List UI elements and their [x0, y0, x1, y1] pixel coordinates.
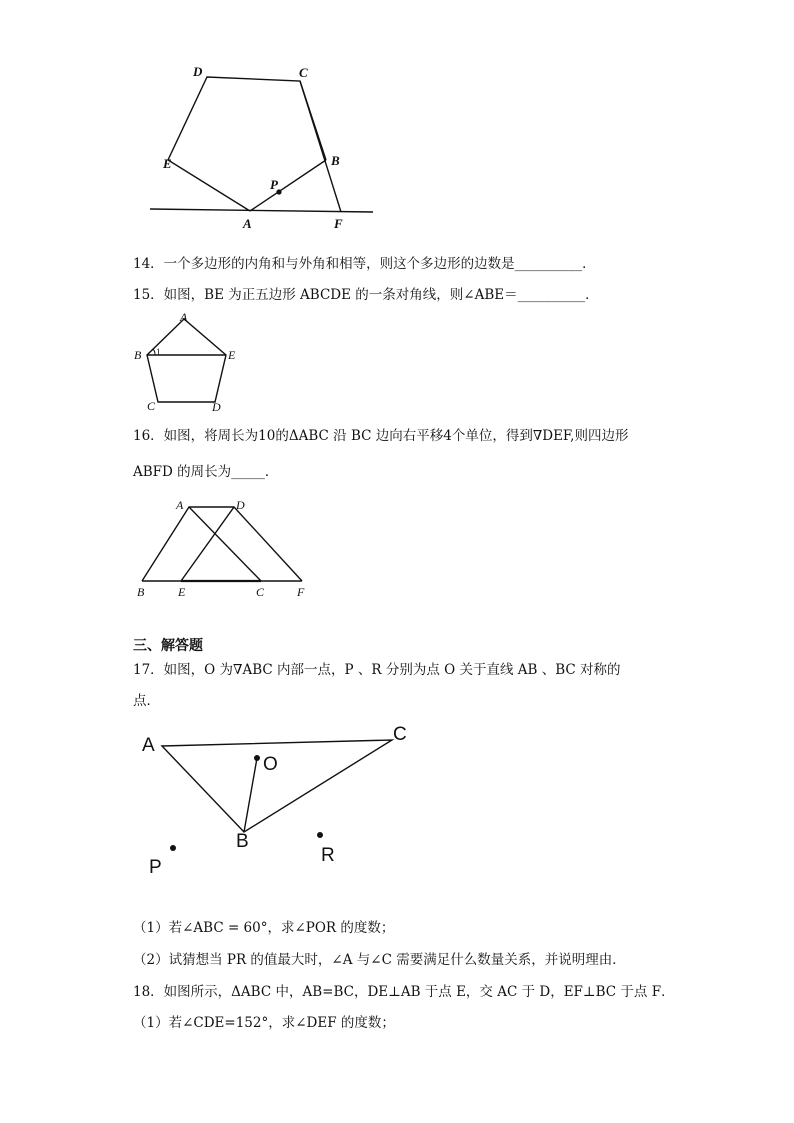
point-r: [317, 832, 323, 838]
label-p: P: [270, 177, 278, 192]
label-a: A: [142, 735, 155, 756]
label-1: 1: [156, 347, 161, 357]
label-d: D: [193, 64, 203, 79]
pentagon-outline: [168, 77, 326, 211]
label-e: E: [228, 348, 236, 362]
segment-ac: [189, 507, 261, 581]
label-d: D: [212, 400, 221, 414]
label-b: B: [137, 585, 145, 599]
label-a: A: [243, 216, 252, 231]
label-a: A: [180, 310, 188, 324]
regular-pentagon: [147, 319, 226, 402]
label-o: O: [263, 754, 278, 775]
figure-17-triangle: [135, 720, 420, 885]
question-17-sub-1: （1）若∠ABC = 60°，求∠POR 的度数；: [133, 920, 395, 936]
label-b: B: [134, 348, 142, 362]
question-17-line-2: 点．: [133, 693, 160, 709]
question-15: 15．如图，BE 为正五边形 ABCDE 的一条对角线，则∠ABE＝__________．: [133, 287, 599, 303]
label-c: C: [299, 65, 308, 80]
question-16-line-1: 16．如图，将周长为10的ΔABC 沿 BC 边向右平移4个单位，得到∇DEF,则四边形: [133, 428, 629, 444]
line-cf: [300, 81, 341, 212]
point-p: [170, 845, 176, 851]
question-17-line-1: 17．如图，O 为∇ABC 内部一点，P 、R 分别为点 O 关于直线 AB 、BC 对称的: [133, 662, 621, 678]
point-o: [254, 755, 260, 761]
label-e: E: [163, 156, 172, 171]
label-b: B: [331, 153, 340, 168]
figure-16-translation: [130, 495, 320, 605]
label-r: R: [321, 845, 335, 866]
label-c: C: [393, 724, 407, 745]
label-c: C: [147, 399, 156, 413]
label-d: D: [236, 498, 245, 512]
label-p: P: [149, 857, 162, 878]
trapezoid-abfd: [142, 507, 302, 581]
segment-de: [181, 507, 234, 581]
question-16-line-2: ABFD 的周长为_____．: [133, 464, 279, 480]
label-c: C: [256, 585, 265, 599]
pentagon-figure: [140, 60, 390, 235]
segment-bo: [244, 758, 257, 832]
question-14: 14．一个多边形的内角和与外角和相等，则这个多边形的边数是__________．: [133, 256, 596, 272]
label-f: F: [297, 585, 305, 599]
question-17-sub-2: （2）试猜想当 PR 的值最大时，∠A 与∠C 需要满足什么数量关系，并说明理由．: [133, 952, 626, 968]
label-b: B: [236, 831, 249, 852]
angle-1-mark: [153, 349, 155, 355]
question-18-line-1: 18．如图所示，ΔABC 中，AB=BC，DE⊥AB 于点 E，交 AC 于 D，EF⊥BC 于点 F．: [133, 984, 675, 1000]
label-f: F: [334, 216, 343, 231]
section-title: 三、解答题: [133, 638, 203, 654]
line-ab: [250, 160, 326, 211]
label-e: E: [178, 585, 186, 599]
figure-15-pentagon: [130, 308, 245, 418]
label-a: A: [176, 498, 184, 512]
question-18-sub-1: （1）若∠CDE=152°，求∠DEF 的度数；: [133, 1015, 395, 1031]
